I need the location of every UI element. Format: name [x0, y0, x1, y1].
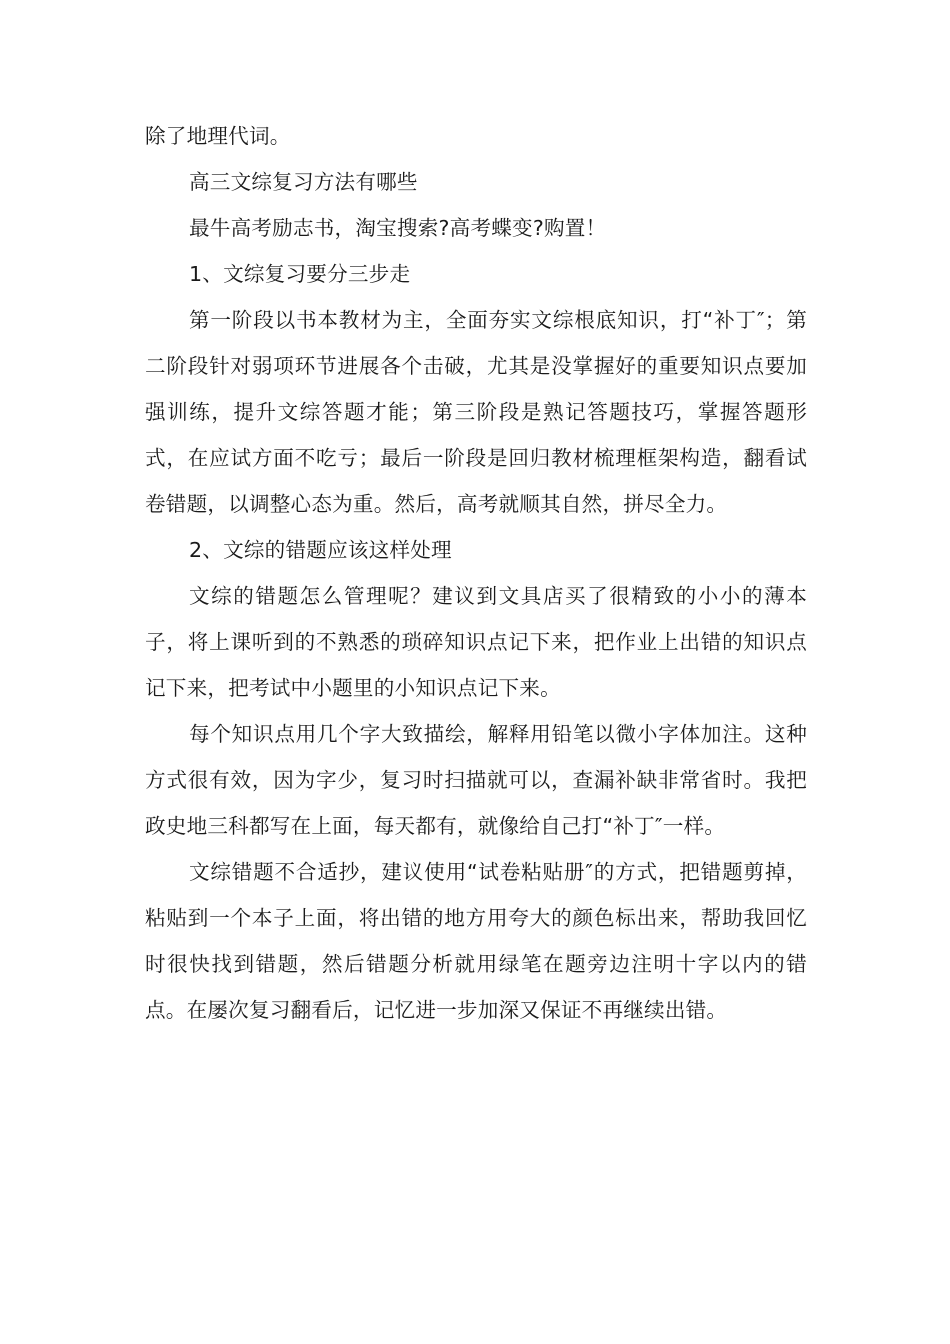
paragraph-continuation: 除了地理代词。	[145, 124, 291, 148]
subheading-step-2: 2、文综的错题应该这样处理	[189, 538, 452, 562]
paragraph-paste-album: 文综错题不合适抄，建议使用“试卷粘贴册″的方式，把错题剪掉，粘贴到一个本子上面，将出错的地方用夸大的颜色标出来，帮助我回忆时很快找到错题，然后错题分析就用绿笔在题旁边注明十字以内的错点。在屡次复习翻看后，记忆进一步加深又保证不再继续出错。	[145, 860, 807, 1022]
section-heading: 高三文综复习方法有哪些	[189, 170, 418, 194]
promo-line: 最牛高考励志书，淘宝搜索?高考蝶变?购置！	[189, 216, 607, 240]
subheading-step-1: 1、文综复习要分三步走	[189, 262, 411, 286]
paragraph-review-stages: 第一阶段以书本教材为主，全面夯实文综根底知识，打“补丁″；第二阶段针对弱项环节进展各个击破，尤其是没掌握好的重要知识点要加强训练，提升文综答题才能；第三阶段是熟记答题技巧，掌握答题形式，在应试方面不吃亏；最后一阶段是回归教材梳理框架构造，翻看试卷错题，以调整心态为重。然后，高考就顺其自然，拼尽全力。	[145, 308, 807, 516]
paragraph-mistake-notebook: 文综的错题怎么管理呢？建议到文具店买了很精致的小小的薄本子，将上课听到的不熟悉的琐碎知识点记下来，把作业上出错的知识点记下来，把考试中小题里的小知识点记下来。	[145, 584, 807, 700]
paragraph-knowledge-notes: 每个知识点用几个字大致描绘，解释用铅笔以微小字体加注。这种方式很有效，因为字少，复习时扫描就可以，查漏补缺非常省时。我把政史地三科都写在上面，每天都有，就像给自己打“补丁″一样。	[145, 722, 807, 838]
document-body	[145, 113, 807, 1033]
